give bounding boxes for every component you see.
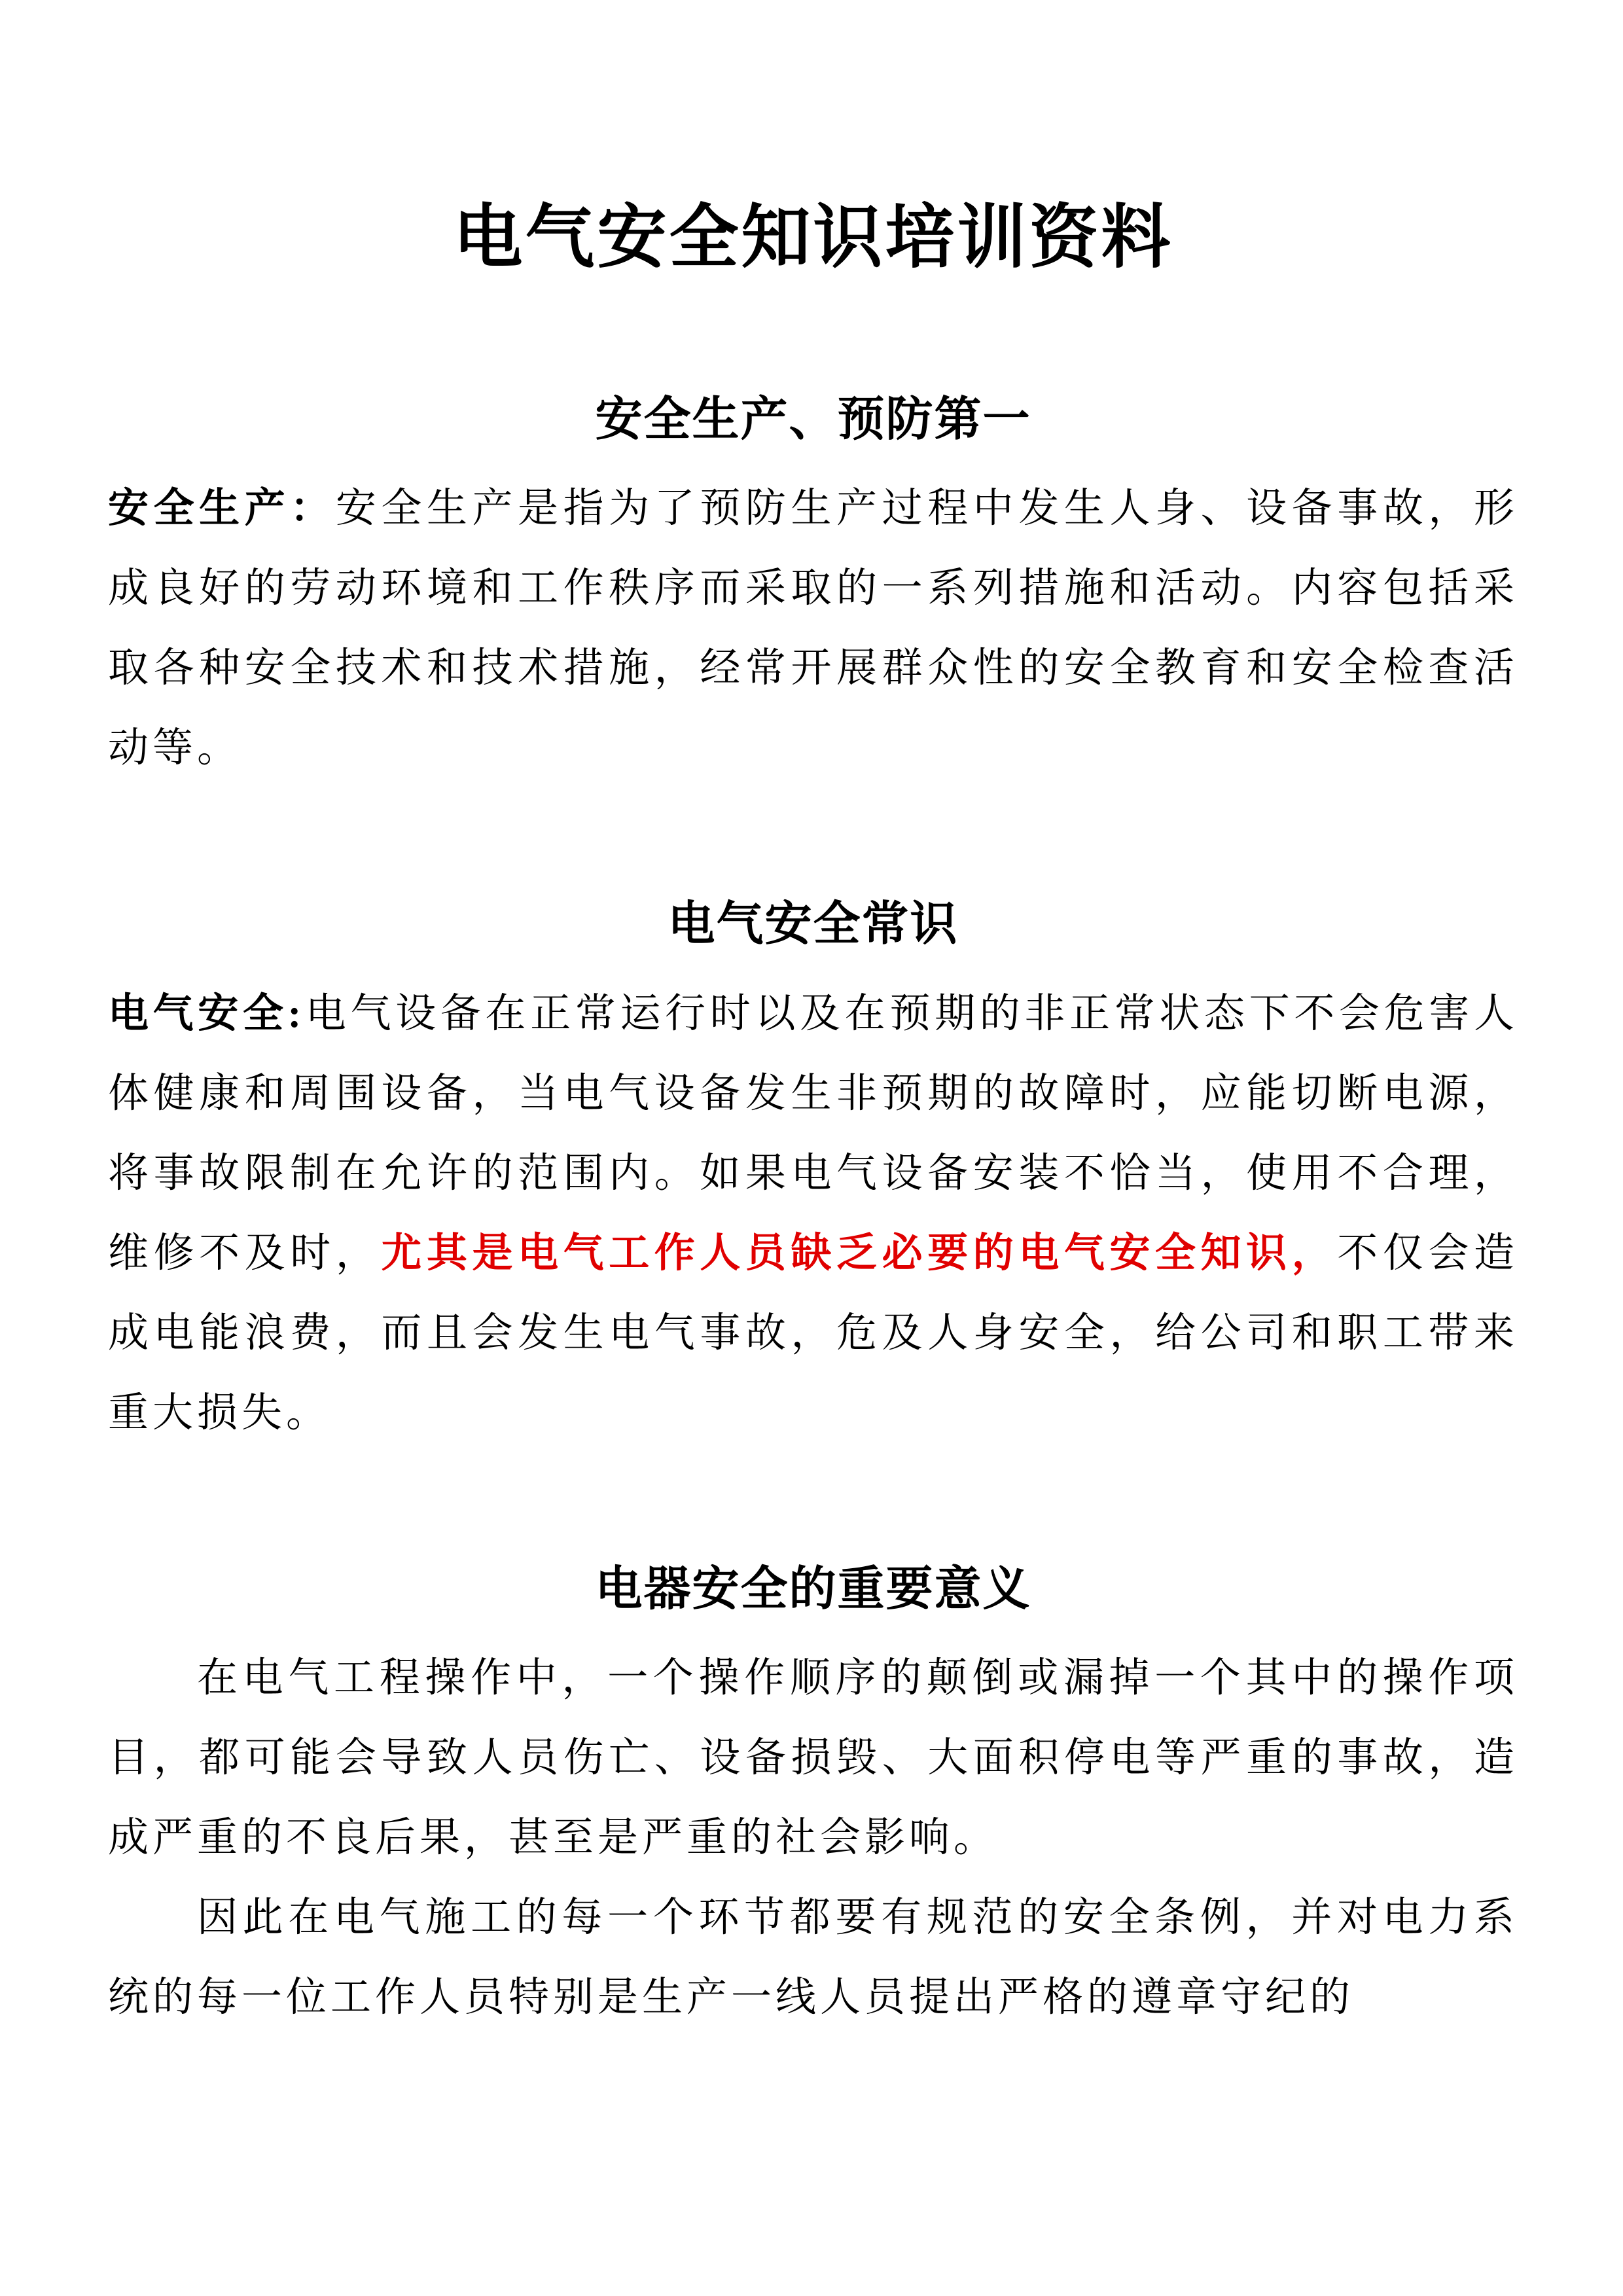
section-electrical-safety-knowledge — [108, 896, 1518, 1452]
paragraph-text-after-red: 不仅会造成电能浪费，而且会发生电气事故，危及人身安全，给公司和职工带来重大损失。 — [108, 1230, 1518, 1435]
paragraph-text-before-red: 电气设备在正常运行时以及在预期的非正常状态下不会危害人体健康和周围设备，当电气设备发生非预期的故障时，应能切断电源，将事故限制在允许的范围内。如果电气设备安装不恰当，使用不合理，维修不及时， — [108, 991, 1518, 1276]
paragraph-text-safety-production: 安全生产是指为了预防生产过程中发生人身、设备事故，形成良好的劳动环境和工作秩序而采取的一系列措施和活动。内容包括采取各种安全技术和技术措施，经常开展群众性的安全教育和安全检查活动等。 — [108, 486, 1518, 771]
paragraph-lead-safety-production: 安全生产： — [108, 486, 336, 531]
document-title: 电气安全知识培训资料 — [453, 200, 1173, 276]
section-heading-importance: 电器安全的重要意义 — [595, 1562, 1031, 1615]
paragraph-importance-1: 在电气工程操作中，一个操作顺序的颠倒或漏掉一个其中的操作项目，都可能会导致人员伤亡、设备损毁、大面积停电等严重的事故，造成严重的不良后果，甚至是严重的社会影响。 — [108, 1655, 1518, 1860]
section-heading-safety-production: 安全生产、预防第一 — [595, 393, 1031, 446]
paragraph-safety-production — [108, 469, 1518, 788]
paragraph-lead-electrical-safety: 电气安全: — [108, 991, 306, 1036]
section-safety-production — [108, 391, 1518, 788]
section-heading-electrical-safety-knowledge: 电气安全常识 — [668, 898, 959, 951]
red-emphasis-text: 尤其是电气工作人员缺乏必要的电气安全知识， — [381, 1230, 1338, 1276]
paragraph-electrical-safety — [108, 974, 1518, 1453]
paragraph-importance-2: 因此在电气施工的每一个环节都要有规范的安全条例，并对电力系统的每一位工作人员特别是生产一线人员提出严格的遵章守纪的 — [108, 1895, 1518, 2020]
section-importance-of-electrical-safety — [108, 1561, 1518, 2037]
